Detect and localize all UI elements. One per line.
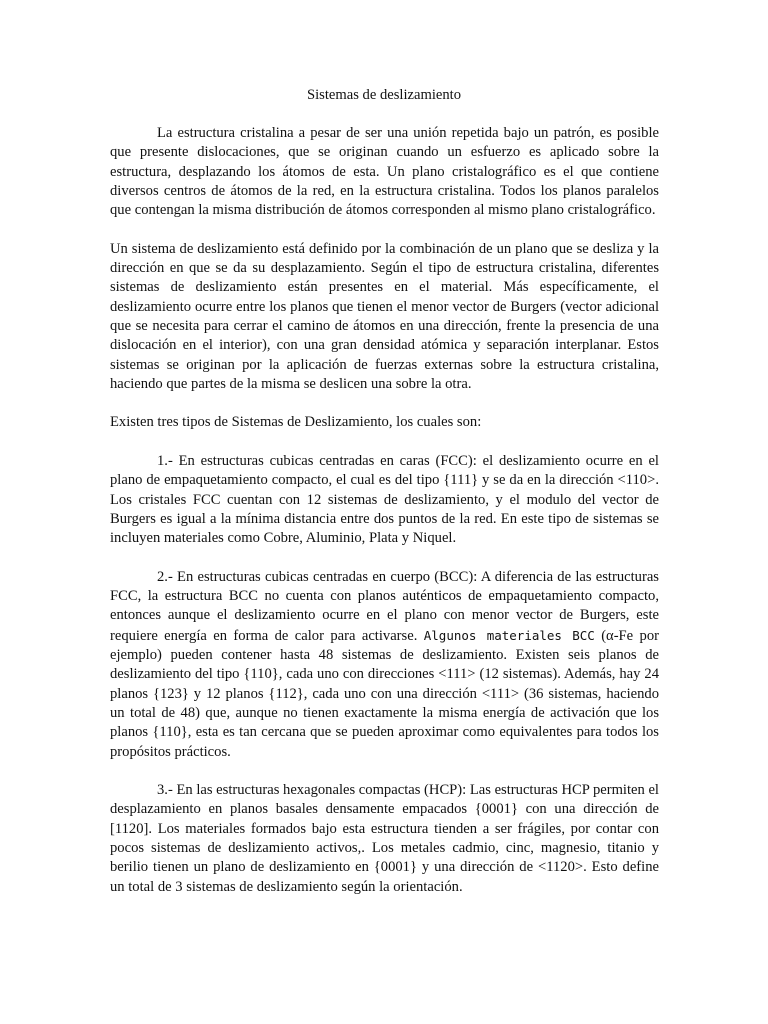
paragraph-bcc-part-3: (α-Fe por ejemplo) pueden contener hasta 48 sistemas de deslizamiento. Existen seis planos de deslizamiento del tipo {110}, cada uno con direcciones <111> (12 sistemas). Además, hay 24 planos {123} y 12 planos {112}, cada uno con una dirección <111> (36 sistemas, haciendo un total de 48) que, aunque no tienen exactamente la misma energía de activación que los planos {110}, esta es tan cercana que se pueden aproximar como equivalentes para todos los propósitos prácticos. bbox=[110, 627, 659, 760]
paragraph-hcp: 3.- En las estructuras hexagonales compactas (HCP): Las estructuras HCP permiten el desplazamiento en planos basales densamente empacados {0001} con una dirección de [1120]. Los materiales formados bajo esta estructura tienden a ser frágiles, por contar con pocos sistemas de deslizamiento activos,. Los metales cadmio, cinc, magnesio, titanio y berilio tienen un plano de deslizamiento en {0001} y una dirección de <1120>. Esto define un total de 3 sistemas de deslizamiento según la orientación. bbox=[110, 782, 659, 895]
paragraph-definition: Un sistema de deslizamiento está definido por la combinación de un plano que se desliza y la dirección en que se da su desplazamiento. Según el tipo de estructura cristalina, diferentes sistemas de deslizamiento están presentes en el material. Más específicamente, el deslizamiento ocurre entre los planos que tienen el menor vector de Burgers (vector adicional que se necesita para cerrar el camino de átomos en una dirección, frente la presencia de una dislocación en el interior), con una gran densidad atómica y separación interplanar. Estos sistemas se originan por la aplicación de fuerzas externas sobre la estructura cristalina, haciendo que partes de la misma se deslicen una sobre la otra. bbox=[110, 240, 659, 392]
document-body bbox=[110, 124, 659, 916]
paragraph-bcc bbox=[110, 568, 659, 762]
paragraph-intro: La estructura cristalina a pesar de ser una unión repetida bajo un patrón, es posible que presente dislocaciones, que se originan cuando un esfuerzo es aplicado sobre la estructura, desplazando los átomos de esta. Un plano cristalográfico es el que contiene diversos centros de átomos de la red, en la estructura cristalina. Todos los planos paralelos que contengan la misma distribución de átomos corresponden al mismo plano cristalográfico. bbox=[110, 125, 659, 219]
page-title: Sistemas de deslizamiento bbox=[306, 87, 461, 103]
paragraph-bcc-part-2: Algunos materiales BCC bbox=[423, 627, 595, 643]
paragraph-types-intro: Existen tres tipos de Sistemas de Deslizamiento, los cuales son: bbox=[110, 414, 482, 431]
paragraph-fcc: 1.- En estructuras cubicas centradas en caras (FCC): el deslizamiento ocurre en el plano de empaquetamiento compacto, el cual es del tipo {111} y se da en la dirección <110>. Los cristales FCC cuentan con 12 sistemas de deslizamiento, y el modulo del vector de Burgers es igual a la mínima distancia entre dos puntos de la red. En este tipo de sistemas se incluyen materiales como Cobre, Aluminio, Plata y Niquel. bbox=[110, 453, 659, 547]
paragraph-bcc-part-1: 2.- En estructuras cubicas centradas en cuerpo (BCC): A diferencia de las estructuras FCC, la estructura BCC no cuenta con planos auténticos de empaquetamiento compacto, entonces aunque el deslizamiento ocurre en el plano con menor vector de Burgers, este requiere energía en forma de calor para activarse. bbox=[110, 568, 659, 644]
